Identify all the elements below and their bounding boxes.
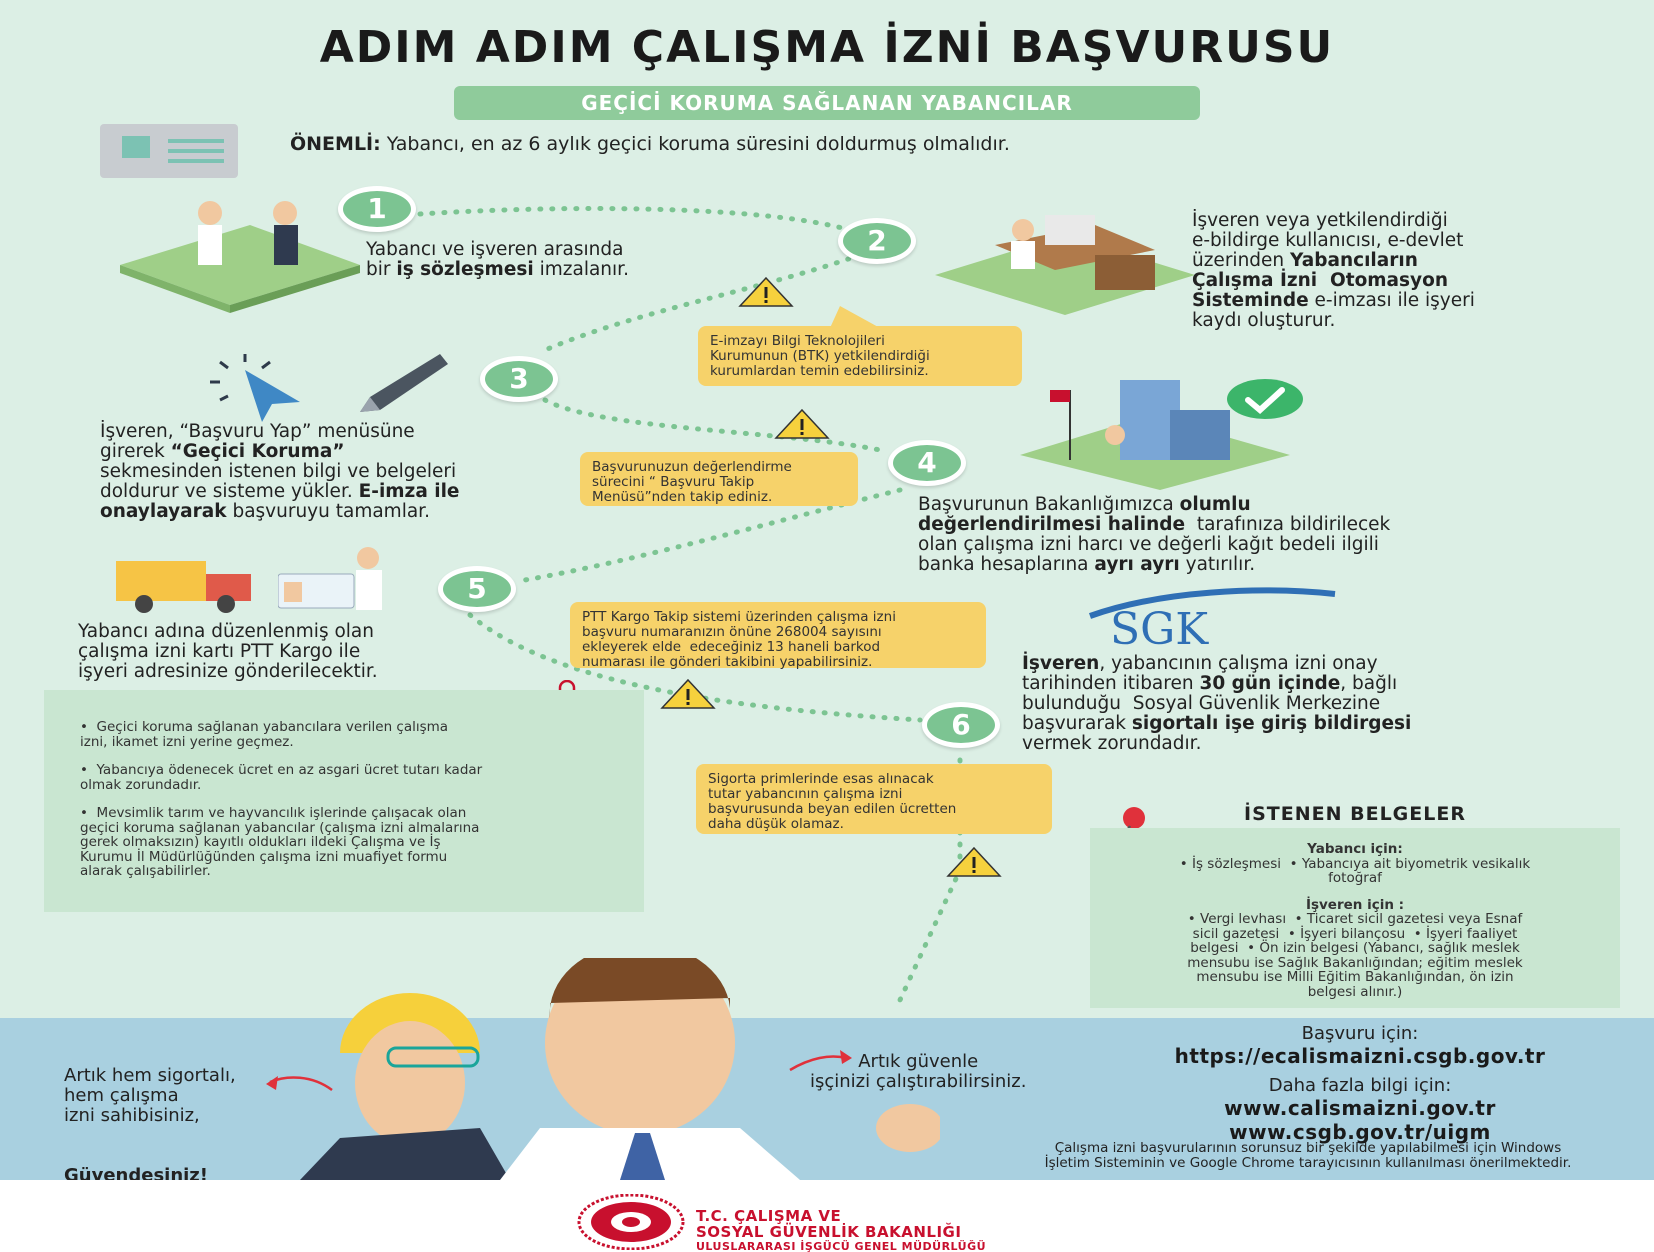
work-permit-card-illustration: [278, 546, 398, 612]
employer-message: Artık güvenle işçinizi çalıştırabilirsiniz.: [810, 1051, 1027, 1092]
warning-icon: [738, 276, 794, 308]
step-text-part: sigortalı işe giriş bildirgesi: [1131, 713, 1412, 734]
step-text-part: başvuruyu tamamlar.: [226, 501, 430, 522]
delivery-truck-icon: [116, 556, 260, 616]
step-6-badge: 6: [922, 702, 1000, 748]
step-text-part: Yabancıların Çalışma İzni Otomasyon Sisteminde: [1192, 250, 1448, 311]
sgk-logo-text: SGK: [1110, 604, 1209, 646]
required-documents-title: İSTENEN BELGELER: [1244, 803, 1466, 825]
step-text-part: Yabancı adına düzenlenmiş olan çalışma izni kartı PTT Kargo ile işyeri adresinize gönderilecektir.: [78, 621, 378, 682]
employer-docs-heading: İşveren için :: [1305, 896, 1405, 913]
step-text-part: tarafınıza bildirilecek olan çalışma izni harcı ve değerli kağıt bedeli ilgili banka hesaplarına: [918, 514, 1391, 575]
step-text-part: Yabancı ve işveren arasında bir: [366, 239, 624, 280]
step-3-badge: 3: [480, 356, 558, 402]
important-label: ÖNEMLİ:: [290, 133, 381, 155]
subtitle-banner: GEÇİCİ KORUMA SAĞLANAN YABANCILAR: [454, 86, 1200, 120]
step-text-part: İşveren veya yetkilendirdiği e-bildirge kullanıcısı, e-devlet üzerinden: [1192, 210, 1464, 271]
note-item: • Geçici koruma sağlanan yabancılara verilen çalışma izni, ikamet izni yerine geçmez.: [80, 719, 449, 750]
callout-tracking: Başvurunuzun değerlendirme sürecini “ Başvuru Takip Menüsü”nden takip ediniz.: [580, 452, 858, 506]
callout-insurance: Sigorta primlerinde esas alınacak tutar yabancının çalışma izni başvurusunda beyan edilen ücretten daha düşük olamaz.: [696, 764, 1052, 834]
step-text-part: İşveren: [1022, 653, 1100, 674]
warning-icon: [774, 408, 830, 440]
callout-ptt: PTT Kargo Takip sistemi üzerinden çalışma izni başvuru numaranızın önüne 268004 sayısını ekleyerek elde edeceğiniz 13 haneli barkod numarası ile gönderi takibini yapabilirsiniz.: [570, 602, 986, 668]
ministry-name-line-2: SOSYAL GÜVENLİK BAKANLIĞI: [696, 1223, 962, 1241]
step-1-text: [366, 240, 629, 280]
info-label: Daha fazla bilgi için:: [1268, 1075, 1452, 1096]
warning-icon: [946, 846, 1002, 878]
worker-message-emphasis: Güvendesiniz!: [64, 1165, 208, 1180]
worker-message: [64, 1026, 236, 1180]
ministry-name: [696, 1208, 986, 1252]
pen-icon: [350, 352, 450, 422]
note-item: • Yabancıya ödenecek ücret en az asgari ücret tutarı kadar olmak zorundadır.: [80, 762, 483, 793]
sgk-logo: [1080, 586, 1340, 646]
checkmark-icon: [1226, 378, 1304, 420]
step-text-part: sekmesinden istenen bilgi ve belgeleri doldurur ve sisteme yükler.: [100, 461, 457, 502]
department-name: ULUSLARARASI İŞGÜCÜ GENEL MÜDÜRLÜĞÜ: [696, 1240, 987, 1252]
required-documents-box: [1090, 828, 1620, 1008]
foreigner-docs-list: • İş sözleşmesi • Yabancıya ait biyometrik vesikalık fotoğraf: [1179, 855, 1531, 886]
callout-btk: E-imzayı Bilgi Teknolojileri Kurumunun (BTK) yetkilendirdiği kurumlardan temin edebilirsiniz.: [698, 326, 1022, 386]
ministry-name-line-1: T.C. ÇALIŞMA VE: [696, 1207, 842, 1225]
step-2-badge: 2: [838, 218, 916, 264]
browser-recommendation: Çalışma izni başvurularının sorunsuz bir şekilde yapılabilmesi için Windows İşletim Sisteminin ve Google Chrome tarayıcısının kullanılması önerilmektedir.: [1044, 1140, 1572, 1171]
handshake-illustration: [120, 195, 360, 315]
step-text-part: “Geçici Koruma”: [170, 441, 345, 462]
important-text: Yabancı, en az 6 aylık geçici koruma süresini doldurmuş olmalıdır.: [380, 133, 1010, 155]
foreigner-docs-heading: Yabancı için:: [1307, 841, 1403, 857]
id-card-icon: [100, 124, 238, 178]
step-1-badge: 1: [338, 186, 416, 232]
step-text-part: E-imza ile onaylayarak: [100, 481, 460, 522]
step-4-text: [918, 495, 1390, 575]
arrow-left-icon: [262, 1070, 338, 1100]
step-text-part: yatırılır.: [1179, 554, 1256, 575]
page-title: ADIM ADIM ÇALIŞMA İZNİ BAŞVURUSU: [319, 22, 1335, 73]
step-2-text: [1192, 211, 1475, 331]
notes-box: [44, 690, 644, 912]
step-text-part: vermek zorundadır.: [1022, 733, 1202, 754]
step-text-part: , bağlı bulunduğu Sosyal Güvenlik Merkezine başvurarak: [1022, 673, 1398, 734]
callout-pointer: [830, 306, 880, 328]
worker-message-text: Artık hem sigortalı, hem çalışma izni sahibisiniz,: [64, 1065, 236, 1126]
info-link-1[interactable]: www.calismaizni.gov.tr: [1224, 1096, 1496, 1120]
step-text-part: imzalanır.: [533, 259, 629, 280]
footer: [0, 1180, 1654, 1252]
ministry-emblem: [576, 1194, 686, 1250]
step-text-part: e-imzası ile işyeri kaydı oluşturur.: [1192, 290, 1475, 331]
step-text-part: iş sözleşmesi: [396, 259, 534, 280]
step-text-part: İşveren, “Başvuru Yap” menüsüne girerek: [100, 421, 415, 462]
info-link-2[interactable]: www.csgb.gov.tr/uigm: [1229, 1120, 1491, 1144]
office-desk-illustration: [935, 205, 1195, 315]
employer-docs-list: • Vergi levhası • Ticaret sicil gazetesi veya Esnaf sicil gazetesi • İşyeri bilançosu • İşyeri faaliyet belgesi • Ön izin belgesi (Yabancı, sağlık meslek mensubu ise Sağlık Bakanlığından; eğitim meslek mensubu ise Milli Eğitim Bakanlığından, ön izin belgesi alınır.): [1187, 911, 1523, 1000]
step-3-text: [100, 422, 459, 522]
step-text-part: olumlu değerlendirilmesi halinde: [918, 494, 1251, 535]
step-text-part: , yabancının çalışma izni onay tarihinden itibaren: [1022, 653, 1378, 694]
apply-link[interactable]: https://ecalismaizni.csgb.gov.tr: [1174, 1044, 1546, 1068]
step-5-badge: 5: [438, 566, 516, 612]
step-4-badge: 4: [888, 440, 966, 486]
apply-label: Başvuru için:: [1301, 1023, 1419, 1044]
step-text-part: ayrı ayrı: [1094, 554, 1180, 575]
warning-icon: [660, 678, 716, 710]
step-5-text: [78, 622, 378, 682]
step-6-text: [1022, 654, 1411, 754]
cursor-click-icon: [200, 352, 310, 422]
contact-info: [1110, 1024, 1610, 1144]
note-item: • Mevsimlik tarım ve hayvancılık işlerinde çalışacak olan geçici koruma sağlanan yabancılar (çalışma izni almalarına gerek olmaksızın) kayıtlı oldukları ildeki Çalışma ve İş Kurumu İl Müdürlüğünden çalışma izni muafiyet formu alarak çalışabilirler.: [80, 805, 480, 879]
important-notice: [290, 133, 1010, 155]
step-text-part: Başvurunun Bakanlığımızca: [918, 494, 1180, 515]
step-text-part: 30 gün içinde: [1199, 673, 1341, 694]
